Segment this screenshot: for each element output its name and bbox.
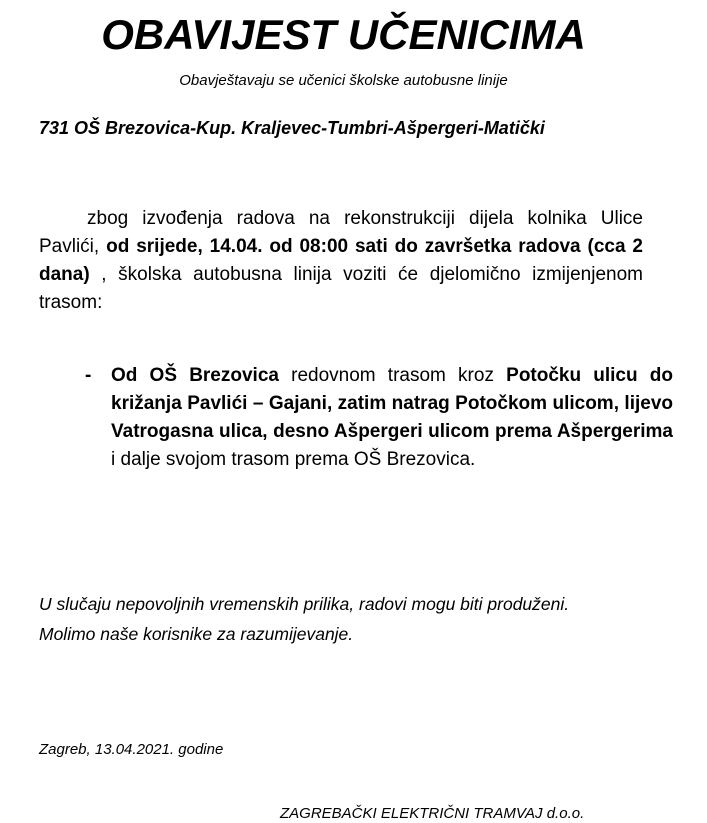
list-bullet-dash: - [85, 365, 92, 386]
bus-route-line: 731 OŠ Brezovica-Kup. Kraljevec-Tumbri-Ašpergeri-Matički [39, 118, 545, 138]
list-item-text-2: i dalje svojom trasom prema OŠ Brezovica. [111, 449, 476, 470]
list-item-text-1: redovnom trasom kroz [278, 365, 507, 386]
list-item [111, 362, 673, 474]
notice-title: OBAVIJEST UČENICIMA [101, 11, 586, 58]
notice-date: Zagreb, 13.04.2021. godine [39, 741, 224, 758]
notice-paragraph [39, 205, 643, 317]
note-line-1: U slučaju nepovoljnih vremenskih prilika, radovi mogu biti produženi. [39, 594, 570, 614]
note-line-2: Molimo naše korisnike za razumijevanje. [39, 624, 354, 644]
paragraph-text-1: zbog izvođenja radova na rekonstrukciji dijela kolnika Ulice Pavlići, [39, 208, 643, 257]
paragraph-date-bold: od srijede, 14.04. od 08:00 sati do završetka radova (cca 2 dana) [39, 236, 643, 285]
closing-note [39, 589, 569, 649]
list-item-bold-route: Potočku ulicu do križanja Pavlići – Gajani, zatim natrag Potočkom ulicom, lijevo Vatrogasna ulica, desno Ašpergeri ulicom prema Ašpergerima [111, 365, 673, 442]
list-item-bold-start: Od OŠ Brezovica [111, 365, 279, 386]
company-signature: ZAGREBAČKI ELEKTRIČNI TRAMVAJ d.o.o. [280, 805, 585, 822]
notice-subtitle: Obavještavaju se učenici školske autobusne linije [179, 72, 508, 89]
paragraph-text-2: , školska autobusna linija voziti će djelomično izmijenjenom trasom: [39, 264, 643, 313]
route-change-list [85, 362, 673, 474]
